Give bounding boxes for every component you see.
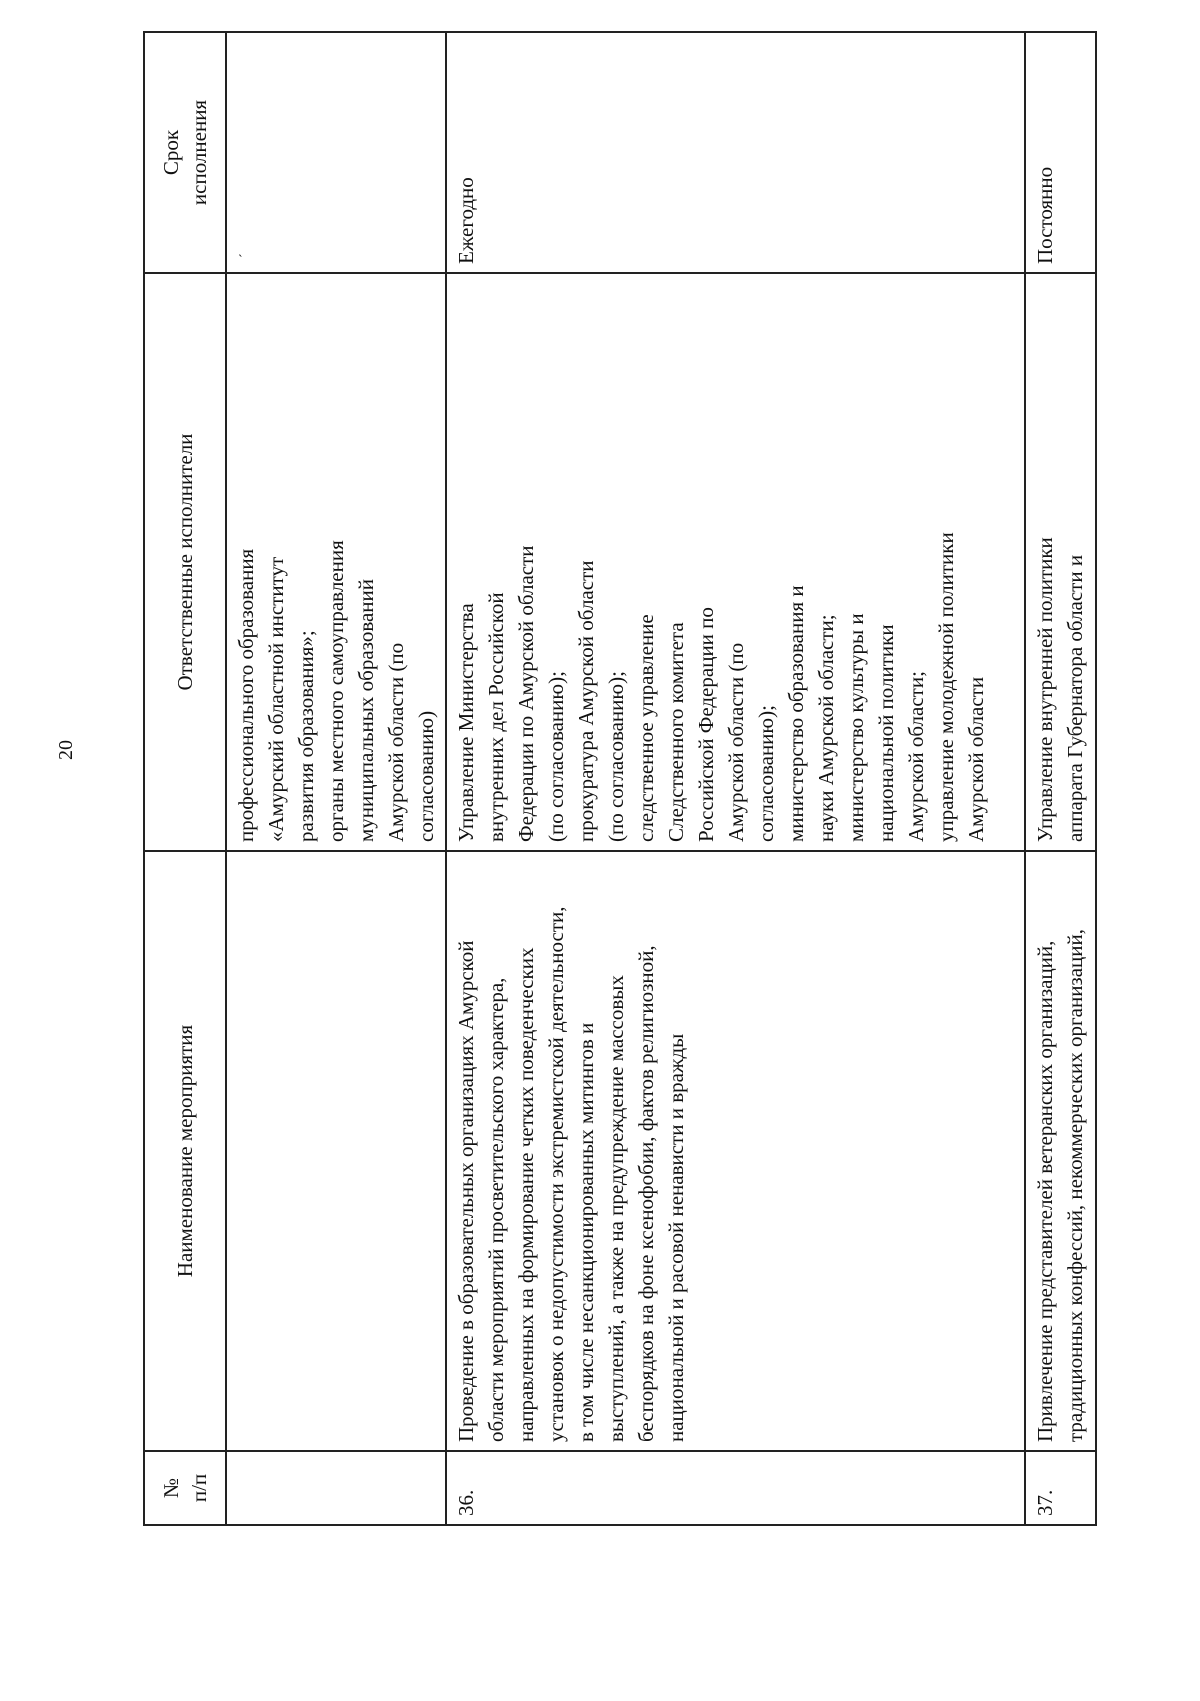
cell-name: Проведение в образовательных организациях Амурской области мероприятий просветительского характера, направленных на формирование четких поведенческих установок о недопустимости экстремистской деятельности, в том числе несанкционированных митингов и выступлений, а также на предупреждение массовых беспорядков на фоне ксенофобии, фактов религиозной, национальной и расовой ненависти и вражды	[446, 851, 1025, 1451]
cell-term: Постоянно	[1025, 32, 1096, 273]
header-num: № п/п	[144, 1451, 226, 1525]
cell-num: 36.	[446, 1451, 1025, 1525]
header-responsible: Ответственные исполнители	[144, 273, 226, 851]
page-number: 20	[55, 740, 77, 760]
header-name: Наименование мероприятия	[144, 851, 226, 1451]
table-row-37	[1025, 32, 1096, 1525]
cell-term	[226, 32, 446, 273]
cell-num: 37.	[1025, 1451, 1096, 1525]
cell-responsible: Управление Министерства внутренних дел Российской Федерации по Амурской области (по согласованию); прокуратура Амурской области (по согласованию); следственное управление Следственного комитета Российской Федерации по Амурской области (по согласованию); министерство образования и науки Амурской области; министерство культуры и национальной политики Амурской области; управление молодежной политики Амурской области	[446, 273, 1025, 851]
table-row-continuation	[226, 32, 446, 1525]
cell-name	[226, 851, 446, 1451]
cell-num	[226, 1451, 446, 1525]
rotated-table-container	[143, 33, 1087, 1526]
cell-name: Привлечение представителей ветеранских организаций, традиционных конфессий, некоммерческих организаций,	[1025, 851, 1096, 1451]
stray-mark: ´	[238, 253, 253, 258]
cell-responsible: профессионального образования «Амурский областной институт развития образования»; органы местного самоуправления муниципальных образований Амурской области (по согласованию)	[226, 273, 446, 851]
table-header-row	[144, 32, 226, 1525]
table-row-36	[446, 32, 1025, 1525]
cell-term: Ежегодно	[446, 32, 1025, 273]
header-term: Срок исполнения	[144, 32, 226, 273]
cell-responsible: Управление внутренней политики аппарата Губернатора области и	[1025, 273, 1096, 851]
measures-table	[143, 31, 1097, 1526]
